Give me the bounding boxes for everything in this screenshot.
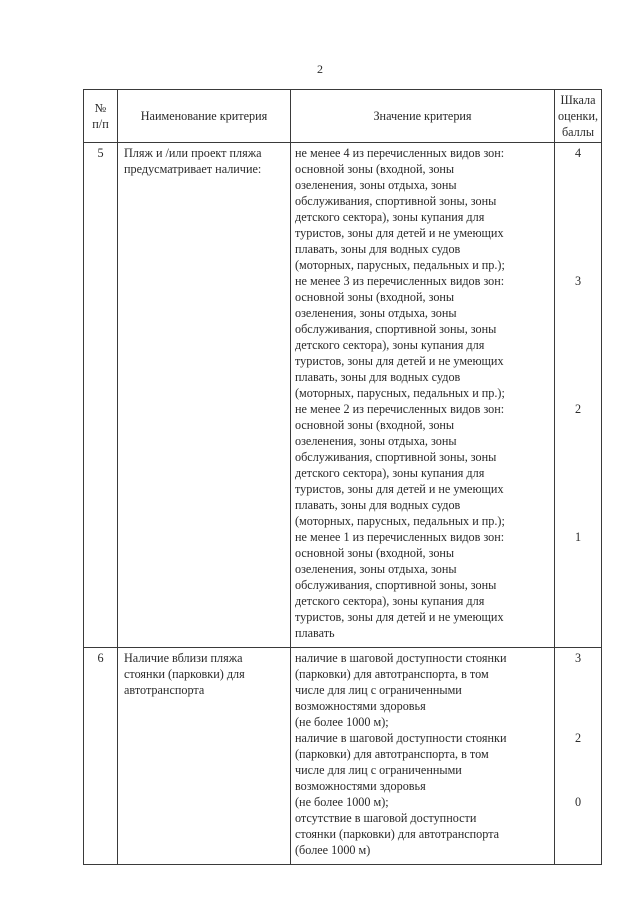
header-name: Наименование критерия [118, 90, 291, 143]
table-row [84, 143, 602, 648]
header-num: № п/п [84, 90, 118, 143]
score-value: 3 [574, 274, 582, 288]
criterion-scores [555, 648, 602, 865]
score-value: 2 [574, 402, 582, 416]
criterion-option: отсутствие в шаговой доступности стоянки (парковки) для автотранспорта (более 1000 м) [295, 811, 500, 857]
criterion-option: наличие в шаговой доступности стоянки (парковки) для автотранспорта, в том числе для лиц с ограниченными возможностями здоровья (не более 1000 м); [295, 651, 507, 729]
header-score: Шкала оценки, баллы [555, 90, 602, 143]
row-num: 6 [84, 648, 118, 865]
criterion-values [291, 648, 555, 865]
score-value: 2 [574, 731, 582, 745]
score-value: 3 [574, 651, 582, 665]
criterion-option: не менее 4 из перечисленных видов зон: основной зоны (входной, зоны озеленения, зоны отдыха, зоны обслуживания, спортивной зоны, зоны детского сектора), зоны купания для туристов, зоны для детей и не умеющих плавать, зоны для водных судов (моторных, парусных, педальных и пр.); [295, 146, 505, 272]
criterion-scores [555, 143, 602, 648]
criterion-name: Пляж и /или проект пляжа предусматривает наличие: [118, 143, 291, 648]
criterion-values [291, 143, 555, 648]
criterion-option: не менее 2 из перечисленных видов зон: основной зоны (входной, зоны озеленения, зоны отдыха, зоны обслуживания, спортивной зоны, зоны детского сектора), зоны купания для туристов, зоны для детей и не умеющих плавать, зоны для водных судов (моторных, парусных, педальных и пр.); [295, 402, 505, 528]
criterion-option: не менее 3 из перечисленных видов зон: основной зоны (входной, зоны озеленения, зоны отдыха, зоны обслуживания, спортивной зоны, зоны детского сектора), зоны купания для туристов, зоны для детей и не умеющих плавать, зоны для водных судов (моторных, парусных, педальных и пр.); [295, 274, 505, 400]
criterion-option: не менее 1 из перечисленных видов зон: основной зоны (входной, зоны озеленения, зоны отдыха, зоны обслуживания, спортивной зоны, зоны детского сектора), зоны купания для туристов, зоны для детей и не умеющих плавать [295, 530, 505, 640]
header-value: Значение критерия [291, 90, 555, 143]
criterion-option: наличие в шаговой доступности стоянки (парковки) для автотранспорта, в том числе для лиц с ограниченными возможностями здоровья (не более 1000 м); [295, 731, 507, 809]
row-num: 5 [84, 143, 118, 648]
criteria-table [83, 89, 602, 865]
criterion-name: Наличие вблизи пляжа стоянки (парковки) для автотранспорта [118, 648, 291, 865]
table-header-row [84, 90, 602, 143]
score-value: 4 [574, 146, 582, 160]
page-number: 2 [317, 62, 323, 76]
score-value: 1 [574, 530, 582, 544]
table-row [84, 648, 602, 865]
score-value: 0 [574, 795, 582, 809]
